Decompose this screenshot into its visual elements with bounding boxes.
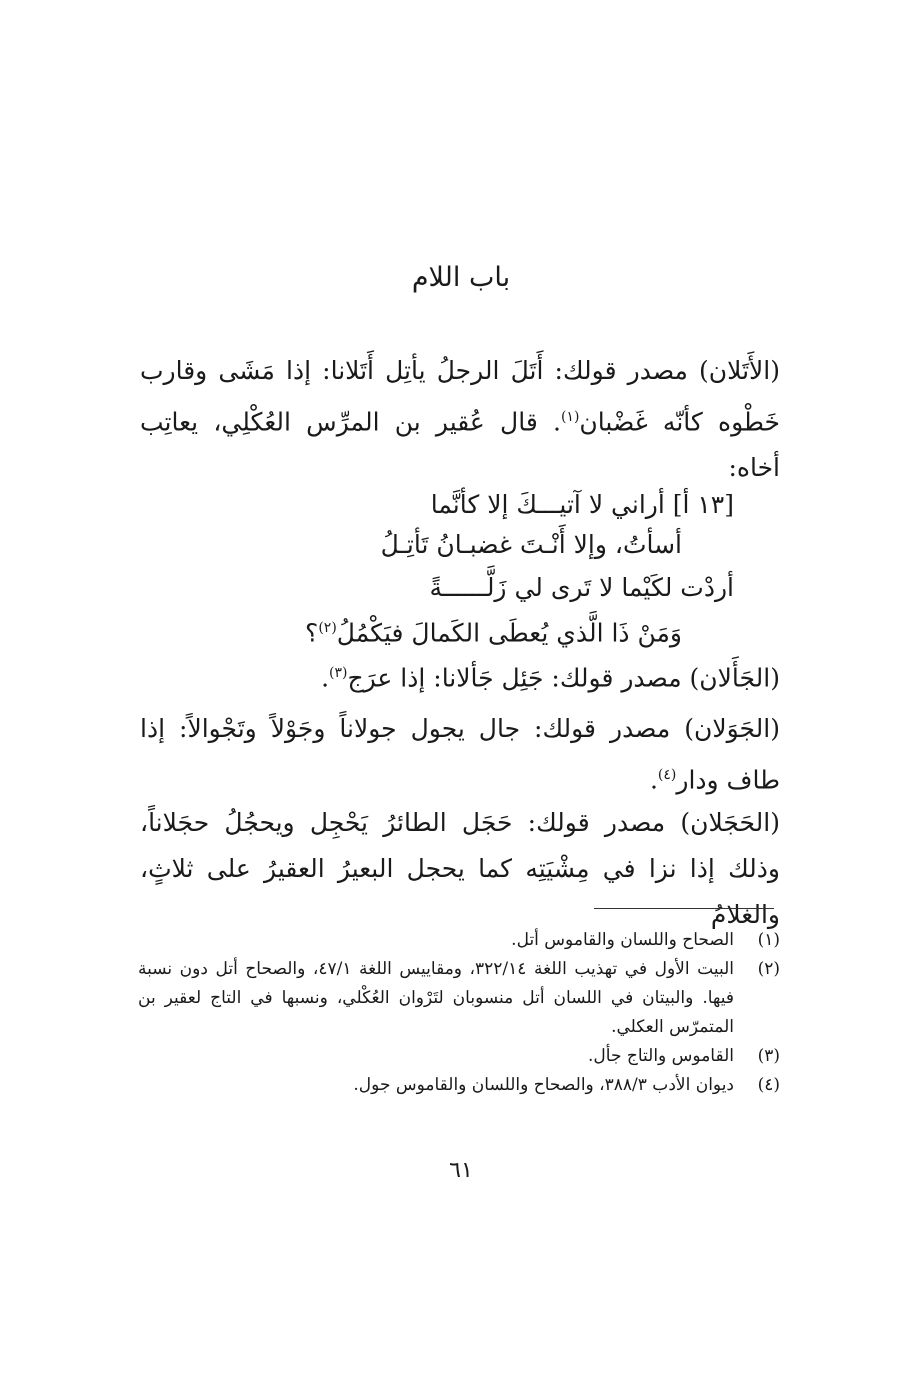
footnote-ref[interactable]: (٢) <box>318 620 337 636</box>
paragraph-text-cont: . <box>321 663 330 693</box>
footnote-text: البيت الأول في تهذيب اللغة ٣٢٢/١٤، ومقاييس اللغة ٤٧/١، والصحاح أتل دون نسبة فيها. والبيتان في اللسان أتل منسوبان لتَرْوان العُكْلي، ونسبها في التاج لعقير بن المتمرّس العكلي. <box>138 959 734 1037</box>
footnote-divider <box>594 908 774 909</box>
footnote-ref[interactable]: (١) <box>560 409 580 425</box>
paragraph-text-cont: . قال عُقير بن المرِّس العُكْلِي، يعاتِب أخاه: <box>140 407 780 483</box>
paragraph-text-cont: . <box>649 765 658 795</box>
paragraph-hajalan <box>140 800 780 938</box>
paragraph-text: (الجَوَلان) مصدر قولك: جال يجول جولاناً وجَوْلاً وتَجْوالاً: إذا طاف ودار <box>140 714 780 795</box>
verse-end: ؟ <box>305 618 319 648</box>
footnote-number: (٣) <box>757 1046 780 1066</box>
footnote <box>138 1071 780 1100</box>
verse-line-3: أردْت لكَيْما لا تَرى لي زَلَّــــــةً <box>429 573 734 602</box>
footnote-ref[interactable]: (٣) <box>329 665 348 681</box>
footnotes-list <box>138 926 780 1100</box>
footnote-text: القاموس والتاج جأل. <box>588 1046 734 1066</box>
footnote-number: (١) <box>757 930 780 950</box>
footnote <box>138 1042 780 1071</box>
footnote-ref[interactable]: (٤) <box>657 767 677 783</box>
footnote-number: (٢) <box>757 959 780 979</box>
paragraph-jaalan <box>140 650 780 701</box>
footnote-text: ديوان الأدب ٣٨٨/٣، والصحاح واللسان والقاموس جول. <box>353 1075 734 1095</box>
paragraph-text: (الأَتَلان) مصدر قولك: أَتَلَ الرجلُ يأتِل أَتَلانا: إذا مَشَى وقارب خَطْوه كأنّه غَضْبان <box>140 356 780 437</box>
footnote <box>138 955 780 1042</box>
paragraph-text: (الحَجَلان) مصدر قولك: حَجَل الطائرُ يَحْجِل ويحجُلُ حجَلاناً، وذلك إذا نزا في مِشْيَتِه كما يحجل البعيرُ العقيرُ على ثلاثٍ، والغلامُ <box>140 808 780 929</box>
verse-line-1: [١٣ أ] أراني لا آتيـــكَ إلا كأنَّما <box>430 490 734 519</box>
footnote-number: (٤) <box>757 1075 780 1095</box>
verse-line-2: أسأتُ، وإلا أَنْـتَ غضبـانُ تَأتِـلُ <box>380 530 682 559</box>
verse-line-4 <box>305 608 682 653</box>
page-number: ٦١ <box>449 1158 473 1183</box>
paragraph-jawalan <box>140 706 780 803</box>
footnote-text: الصحاح واللسان والقاموس أتل. <box>511 930 734 950</box>
paragraph-atalan <box>140 348 780 491</box>
verse-text: وَمَنْ ذَا الَّذي يُعطَى الكَمالَ فيَكْمُلُ <box>336 618 682 648</box>
paragraph-text: (الجَأَلان) مصدر قولك: جَئِل جَألانا: إذا عرَج <box>347 663 780 693</box>
chapter-title: باب اللام <box>411 262 511 293</box>
footnote <box>138 926 780 955</box>
